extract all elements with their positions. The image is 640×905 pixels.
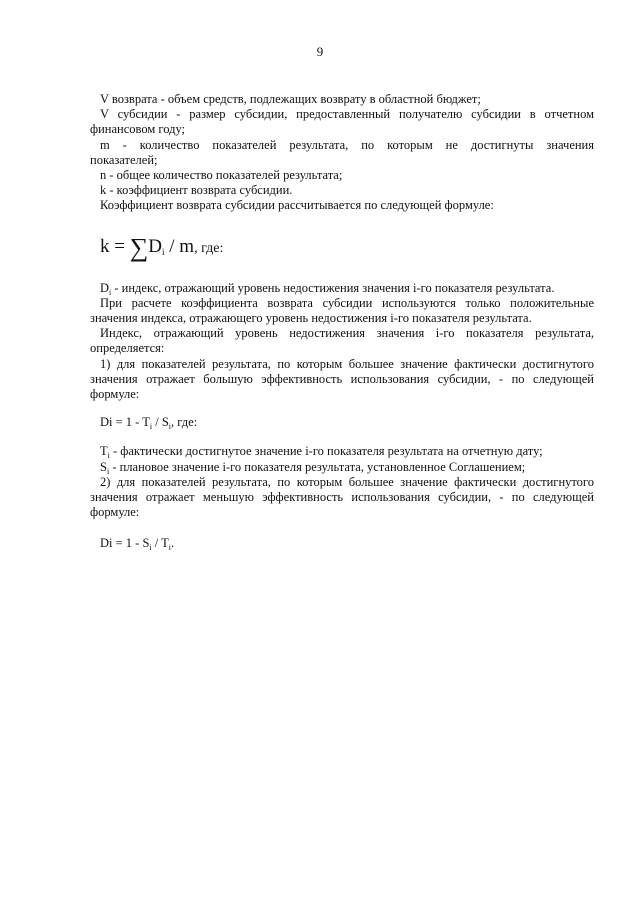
def-k: k - коэффициент возврата субсидии. (100, 183, 293, 198)
formula-1-tail: , где: (171, 415, 198, 430)
def-di-sub: i (109, 287, 112, 297)
formula-k-rest: / m (164, 235, 195, 257)
def-t-letter: T (100, 444, 108, 459)
formula-di-case1 (100, 415, 594, 430)
formula-1-sub1: i (149, 422, 153, 432)
formula-2-mid: / T (151, 536, 169, 551)
def-v-return: V возврата - объем средств, подлежащих возврату в областной бюджет; (100, 92, 481, 106)
def-t (90, 444, 594, 459)
case2-line3: формуле: (90, 505, 140, 520)
def-s-sub: i (106, 466, 110, 476)
formula-k-tail: , где: (194, 240, 224, 256)
formula-1-mid: / S (152, 415, 169, 430)
def-di-letter: D (100, 280, 110, 295)
case2-line1: 2) для показателей результата, по которым большее значение фактически достигнутого (100, 474, 594, 489)
case1-line1: 1) для показателей результата, по которым большее значение фактически достигнутого (100, 356, 594, 371)
sum-symbol: ∑ (129, 232, 149, 262)
para-calc-line2: значения индекса, отражающего уровень недостижения i-го показателя результата. (90, 311, 532, 326)
para-index-line1: Индекс, отражающий уровень недостижения значения i-го показателя результата, (100, 326, 594, 341)
def-s-text: - плановое значение i-го показателя результата, установленное Соглашением; (109, 459, 526, 474)
def-di-text: - индекс, отражающий уровень недостижения значения i-го показателя результата. (111, 280, 555, 295)
formula-2-sub1: i (149, 543, 152, 553)
formula-1-sub2: i (168, 422, 172, 432)
document-body (90, 92, 594, 552)
def-m-line1: m - количество показателей результата, по которым не достигнуты значения (100, 137, 594, 152)
formula-k (100, 234, 594, 262)
def-m-line2: показателей; (90, 152, 158, 167)
case1-line2: значения отражает большую эффективность использования субсидии, - по следующей формуле: (90, 371, 594, 402)
def-t-sub: i (107, 451, 110, 461)
def-t-text: - фактически достигнутое значение i-го показателя результата на отчетную дату; (109, 444, 543, 459)
formula-di-case2 (100, 536, 594, 551)
formula-k-sub: i (162, 246, 165, 257)
def-v-subsidy-line2: финансовом году; (90, 122, 186, 137)
def-n: n - общее количество показателей результата; (100, 168, 343, 183)
def-v-subsidy-line1: V субсидии - размер субсидии, предоставленный получателю субсидии в отчетном (100, 107, 594, 122)
para-index-line2: определяется: (90, 341, 165, 356)
page-number: 9 (316, 44, 324, 59)
formula-k-d: D (148, 235, 162, 257)
case2-line2: значения отражает меньшую эффективность использования субсидии, - по следующей (90, 490, 594, 505)
formula-k-left: k = (100, 235, 130, 257)
formula-2-tail: . (171, 536, 175, 551)
formula-1-prefix: Di = 1 - T (100, 415, 150, 430)
def-di (90, 281, 594, 296)
formula-2-sub2: i (168, 543, 172, 553)
formula-2-prefix: Di = 1 - S (100, 536, 150, 551)
formula-intro: Коэффициент возврата субсидии рассчитывается по следующей формуле: (100, 198, 494, 213)
para-calc-line1: При расчете коэффициента возврата субсидии используются только положительные (100, 295, 594, 310)
def-s-letter: S (100, 459, 107, 474)
def-s (90, 460, 594, 475)
